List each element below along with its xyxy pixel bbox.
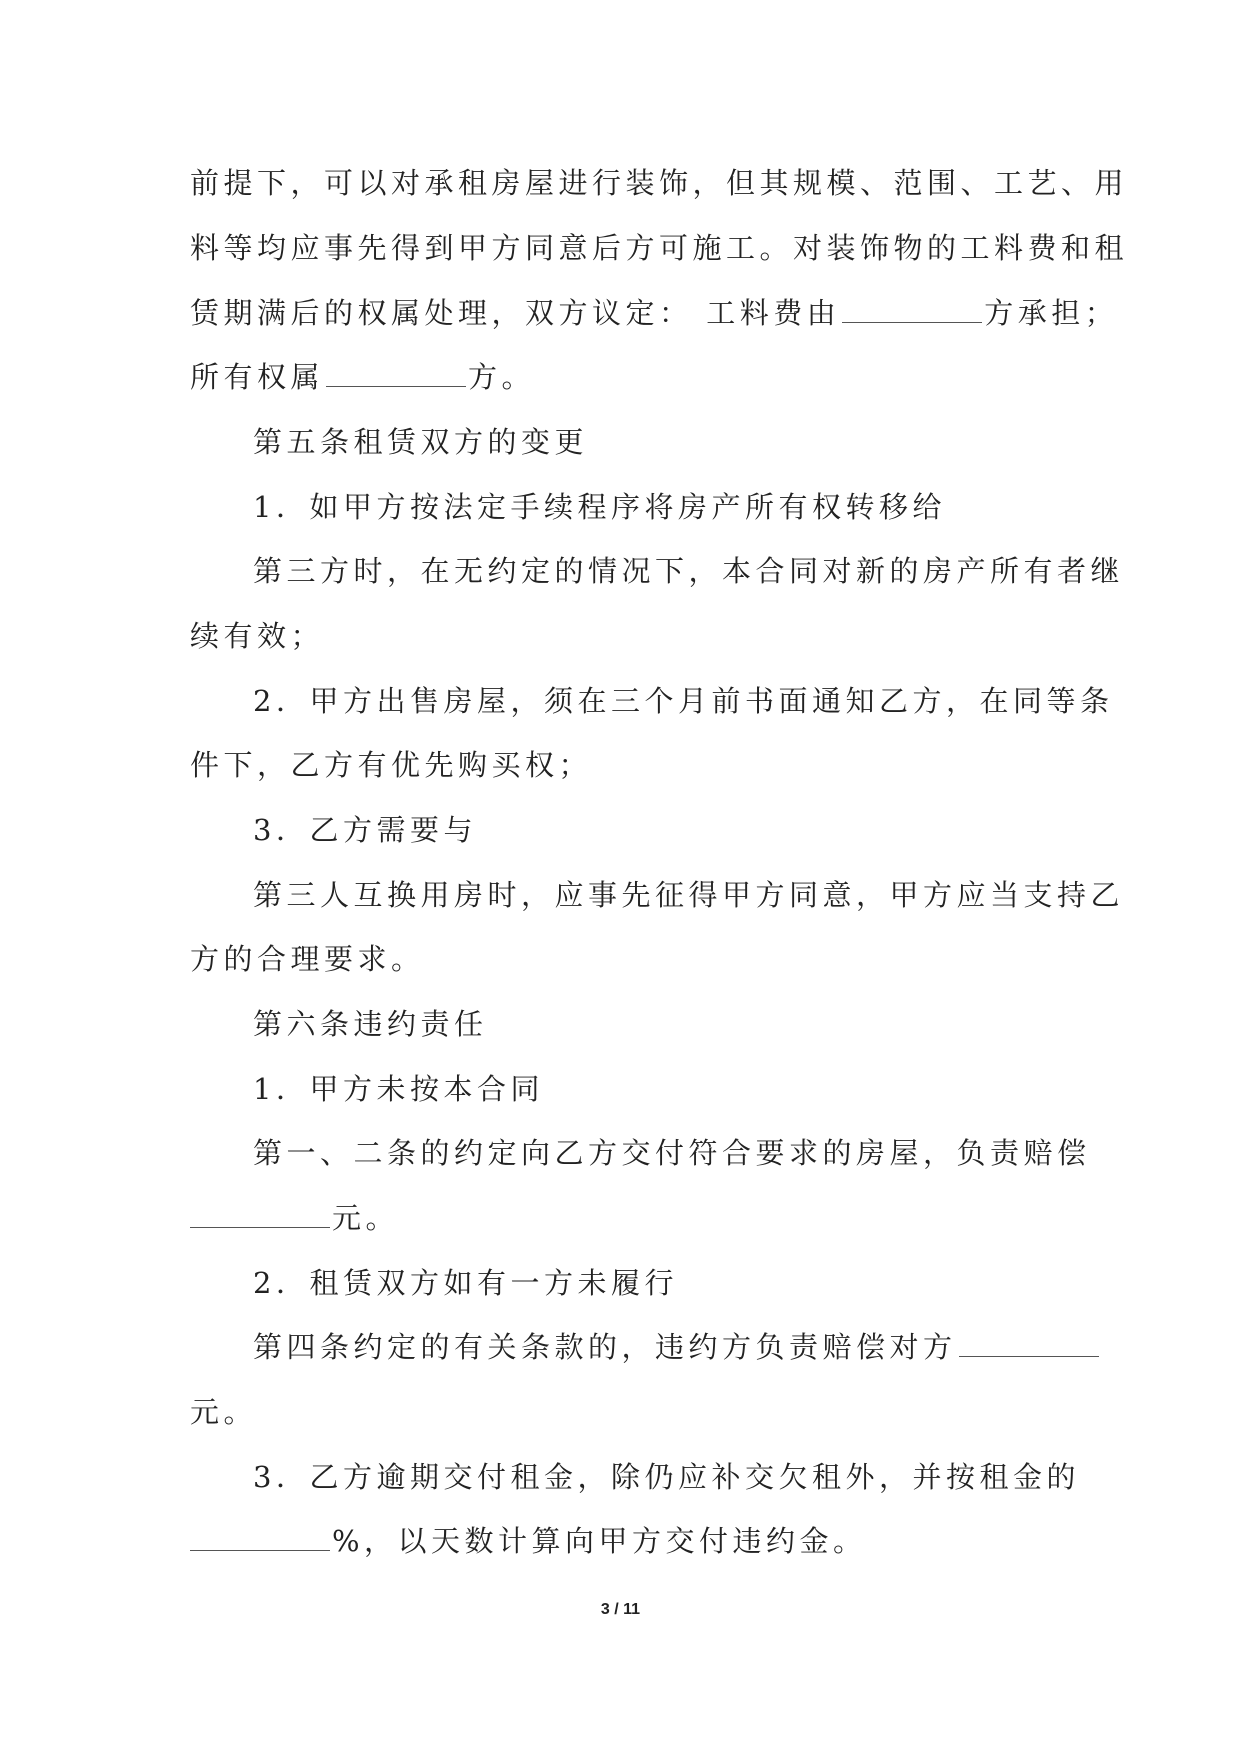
paragraph-line — [190, 228, 1128, 268]
line-text: 第三人互换用房时，应事先征得甲方同意，甲方应当支持乙 — [253, 878, 1125, 912]
paragraph-line — [190, 1198, 399, 1238]
section-heading — [253, 422, 588, 462]
fill-in-blank — [959, 1328, 1099, 1357]
list-item — [253, 1263, 678, 1303]
line-text: 第三方时，在无约定的情况下，本合同对新的房产所有者继 — [253, 554, 1125, 588]
paragraph-line — [190, 293, 1118, 333]
line-text: 续有效； — [190, 619, 325, 653]
line-text: 料等均应事先得到甲方同意后方可施工。对装饰物的工料费和租 — [190, 231, 1129, 265]
line-text: 3．乙方需要与 — [253, 813, 477, 847]
line-text: 方承担； — [984, 296, 1119, 330]
line-text: 2．租赁双方如有一方未履行 — [253, 1266, 678, 1300]
section-heading — [253, 1004, 488, 1044]
line-text: 方的合理要求。 — [190, 942, 425, 976]
line-text: 方。 — [468, 360, 536, 394]
line-text: 1．甲方未按本合同 — [253, 1072, 544, 1106]
list-item — [253, 1069, 544, 1109]
list-item — [253, 681, 1113, 721]
page-number: 3 / 11 — [600, 1601, 641, 1618]
line-text: 2．甲方出售房屋，须在三个月前书面通知乙方，在同等条 — [253, 684, 1114, 718]
paragraph-line — [190, 1392, 257, 1432]
paragraph-line — [190, 939, 425, 979]
paragraph-line — [190, 616, 324, 656]
line-text: 第四条约定的有关条款的，违约方负责赔偿对方 — [253, 1330, 957, 1364]
fill-in-blank — [190, 1199, 330, 1228]
list-item — [253, 1457, 1080, 1497]
paragraph-line — [190, 745, 592, 785]
line-text: 1．如甲方按法定手续程序将房产所有权转移给 — [253, 490, 946, 524]
line-text: 第六条违约责任 — [253, 1007, 488, 1041]
line-text: 元。 — [332, 1201, 400, 1235]
fill-in-blank — [190, 1522, 330, 1551]
line-text: 件下，乙方有优先购买权； — [190, 748, 593, 782]
paragraph-line — [190, 163, 1128, 203]
fill-in-blank — [326, 358, 466, 387]
paragraph-line — [253, 875, 1124, 915]
list-item — [253, 810, 477, 850]
line-text: 第五条租赁双方的变更 — [253, 425, 589, 459]
line-text: 所有权属 — [190, 360, 325, 394]
line-text: 元。 — [190, 1395, 258, 1429]
paragraph-line — [253, 1327, 1101, 1367]
line-text: 第一、二条的约定向乙方交付符合要求的房屋，负责赔偿 — [253, 1136, 1091, 1170]
line-text: %，以天数计算向甲方交付违约金。 — [332, 1524, 867, 1558]
line-text: 前提下，可以对承租房屋进行装饰，但其规模、范围、工艺、用 — [190, 166, 1129, 200]
paragraph-line — [253, 1133, 1091, 1173]
line-text: 赁期满后的权属处理，双方议定： 工料费由 — [190, 296, 841, 330]
paragraph-line — [253, 551, 1124, 591]
paragraph-line — [190, 1521, 867, 1561]
paragraph-line — [190, 357, 535, 397]
fill-in-blank — [842, 294, 982, 323]
line-text: 3．乙方逾期交付租金，除仍应补交欠租外，并按租金的 — [253, 1460, 1080, 1494]
list-item — [253, 487, 946, 527]
